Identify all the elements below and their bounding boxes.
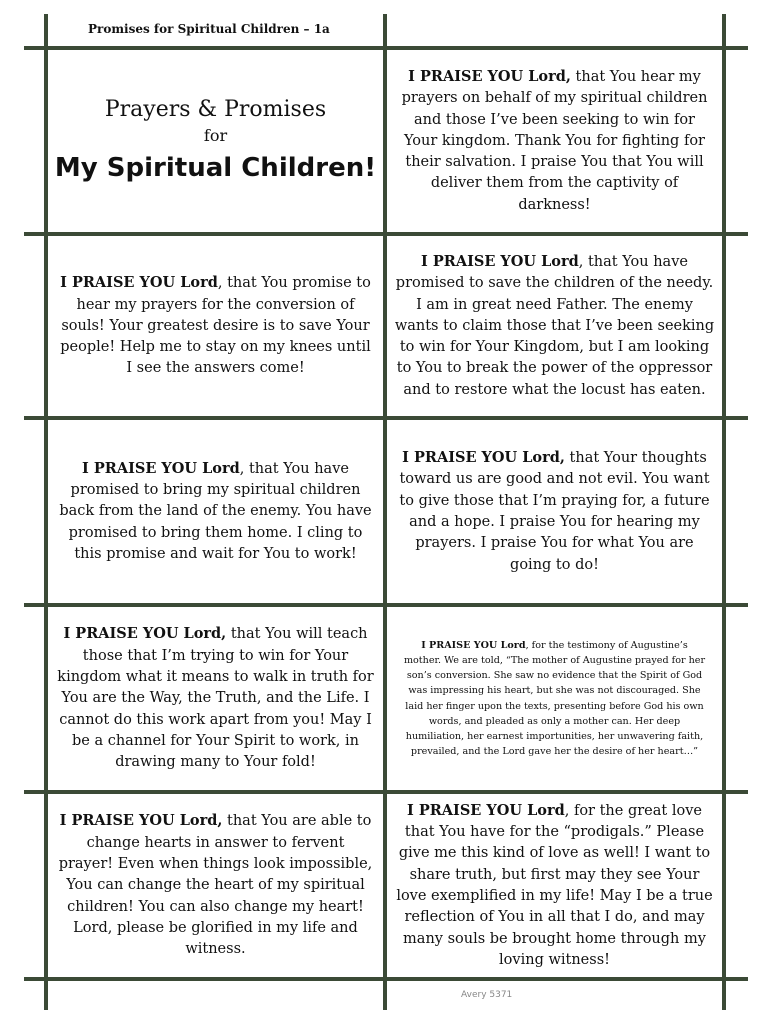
promise-card: [387, 420, 722, 603]
promise-body: , that You have promised to bring my spiritual children back from the land of the enemy. You have promised to bring them home. I cling to this promise and wait for You to work!: [59, 460, 372, 562]
promise-lead: I PRAISE YOU Lord,: [63, 625, 227, 643]
promise-body: , for the great love that You have for the “prodigals.” Please give me this kind of love as well! I want to share truth, but first may they see Your love exemplified in my life! May I be a true reflection of You in all that I do, and may many souls be brought home through my loving witness!: [396, 802, 713, 968]
title-card: [48, 50, 383, 232]
promise-text: [58, 272, 373, 379]
promise-body: , for the testimony of Augustine’s mother. We are told, “The mother of Augustine prayed for her son’s conversion. She saw no evidence that the Spirit of God was impressing his heart, but she was not discouraged. She laid her finger upon the texts, presenting before God his own words, and pleaded as only a mother can. Her deep humiliation, her earnest importunities, her unwavering faith, prevailed, and the Lord gave her the desire of her heart…”: [403, 639, 706, 758]
promise-body: that You are able to change hearts in answer to fervent prayer! Even when things look impossible, You can change the heart of my spiritual children! You can also change my heart! Lord, please be glorified in my life and witness.: [58, 813, 373, 958]
grid-line-right: [722, 14, 726, 1010]
promise-card: [48, 420, 383, 603]
promise-text: [401, 66, 708, 216]
promise-text: [58, 810, 373, 960]
promise-body: , that You have promised to save the children of the needy. I am in great need Father. The enemy wants to claim those that I’ve been seeking to win for Your Kingdom, but I am looking to You to break the power of the oppressor and to restore what the locust has eaten.: [394, 253, 715, 398]
promise-lead: I PRAISE YOU Lord: [421, 639, 526, 651]
title-line-1: Prayers & Promises: [104, 97, 327, 122]
promise-card: [387, 607, 722, 790]
promise-text: [393, 251, 716, 401]
promise-card: [48, 607, 383, 790]
title-line-2: for: [203, 126, 228, 145]
promise-lead: I PRAISE YOU Lord,: [408, 67, 571, 85]
promise-body: that Your thoughts toward us are good and not evil. You want to give those that I’m praying for, a future and a hope. I praise You for hearing my prayers. I praise You for what You are going to do!: [399, 450, 710, 573]
label-footer: Avery 5371: [461, 990, 513, 1000]
promise-lead: I PRAISE YOU Lord: [60, 274, 218, 292]
promise-lead: I PRAISE YOU Lord,: [402, 449, 565, 467]
promise-lead: I PRAISE YOU Lord: [407, 801, 565, 819]
promise-text: [395, 800, 714, 971]
promise-card: [387, 794, 722, 977]
grid-line-row6: [24, 977, 748, 981]
promise-lead: I PRAISE YOU Lord: [82, 459, 240, 477]
promise-text: [56, 458, 375, 565]
promise-card: [48, 236, 383, 416]
promise-body: , that You promise to hear my prayers for the conversion of souls! Your greatest desire is to save Your people! Help me to stay on my knees until I see the answers come!: [60, 275, 371, 377]
promise-lead: I PRAISE YOU Lord,: [59, 812, 223, 830]
promise-body: that You will teach those that I’m trying to win for Your kingdom what it means to walk in truth for You are the Way, the Truth, and the Life. I cannot do this work apart from you! May I be a channel for Your Spirit to work, in drawing many to Your fold!: [57, 626, 374, 771]
promise-text: [52, 623, 379, 773]
page-header: Promises for Spiritual Children – 1a: [88, 22, 330, 36]
promise-text: [403, 638, 706, 760]
promise-body: that You hear my prayers on behalf of my spiritual children and those I’ve been seeking to win for Your kingdom. Thank You for fighting for their salvation. I praise You that You will deliver them from the captivity of darkness!: [401, 68, 708, 213]
promise-card: [48, 794, 383, 977]
promise-text: [393, 447, 716, 576]
promise-lead: I PRAISE YOU Lord: [421, 252, 579, 270]
promise-card: [387, 236, 722, 416]
promise-card: [387, 50, 722, 232]
title-line-3: My Spiritual Children!: [54, 153, 377, 183]
